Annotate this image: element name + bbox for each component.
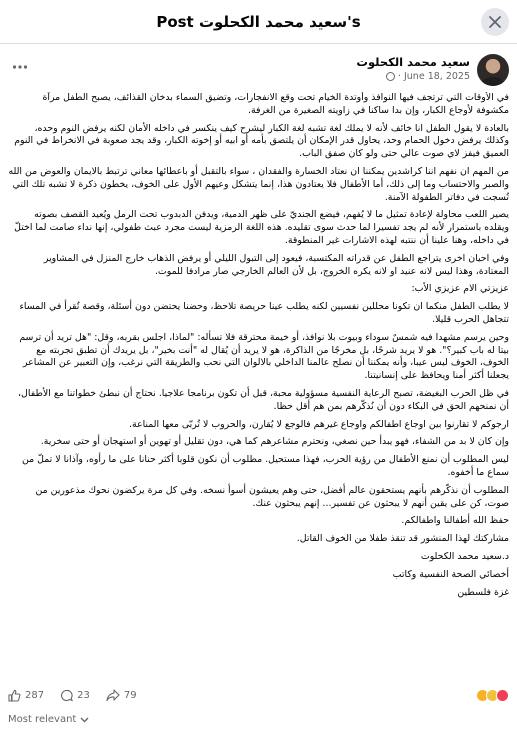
post-paragraph: د.سعيد محمد الكحلوت [420, 550, 509, 562]
post-paragraph: المطلوب أن نذكّرهم بأنهم يستحقون عالم أفضل، حتى وهم يعيشون أسوأ نسخه. وفي كل مرة يركضون نحوك مذعورين من صوت، كن على يقين أنهم لا يبحثون عن تفسير... إنهم يبحثون عنك. [35, 484, 509, 509]
post-paragraph: عزيزتي الام عزيزي الأب: [411, 283, 509, 295]
post-paragraph: ليس المطلوب أن نمنع الأطفال من رؤية الحرب، فهذا مستحيل. مطلوب أن نكون قلوبا أكثر حنانا على ما رأوه، وآذانا لا تملّ من سماع ما أخفوه. [22, 454, 509, 478]
like-icon [8, 689, 21, 702]
post-paragraph: وفي احيان اخرى يتراجع الطفل عن قدراته المكتسبة، فيعود إلى التبول الليلي أو يرفض الذهاب خارج المنزل في المشاوير المعتادة، وهذا ليس لانه عنيد او لانه يكره الخروج، بل لأن العالم الخارجي صار مرادفا للموت. [43, 252, 509, 277]
post-paragraph: مشاركتك لهذا المنشور قد تنقذ طفلا من الخوف القاتل. [296, 533, 509, 545]
post-paragraph: وحين يرسم مشهدا فيه شمسٌ سوداء وبيوت بلا نوافذ، أو خيمة محترقة فلا تسأله: "لماذا، اجلس بقربه، وقل: "هل تريد أن ترسم بيتا له باب كبير؟". هو لا يريد شرحًا، بل مخرجًا من الذاكرة، هو لا يريد أن يُقال له "أنت بخير"، بل يريدك أن تطبق تجربته مع الخوف، الخوف ليس عيبا، وأنه يمكننا أن نصلح عالمنا الداخلي بالالوان التي نحب والطريقة التي نرغب، وإن التعبير عن المشاعر يجعلنا أكثر أمنا ويحافظ على إنسانيتنا. [19, 331, 509, 382]
more-options-icon [12, 64, 28, 70]
meta-separator: · [397, 71, 401, 82]
post-paragraph: حفظ الله أطفالنا واطفالكم. [401, 515, 509, 527]
like-count[interactable] [8, 689, 44, 702]
post-paragraph: في الأوقات التي ترتجف فيها النوافذ وأوتدة الخيام تحت وقع الانفجارات، وتضيق السماء بدخان القذائف، يصبح الطفل مرآة مكشوفة لأوجاع الكبار، وإن بدا ساكنا في زاويته الصغيرة من الغرفة. [42, 92, 509, 116]
close-icon [489, 16, 501, 28]
chevron-down-icon [80, 717, 89, 723]
comment-count-value: 23 [77, 689, 90, 701]
post-body [8, 92, 509, 652]
dialog-title: Post سعيد محمد الكحلوت's [156, 12, 361, 31]
globe-icon [386, 72, 395, 81]
post-paragraph: بالعادة لا يقول الطفل انا خائف لأنه لا يملك لغة تشبه لغة الكبار ليشرح كيف ينكسر في داخله الأمان لكنه يرفض النوم وحده، وكذلك يرفض دخول الحمام وحد، يحاول قدر الإمكان أن يلتصق بأمه أو ابيه أو إخوته الكبار، وقد يجد صعوبة في الانخراط في النوم العميق فيفز لاي صوت عالي حتى ولو كان صفق الباب. [14, 122, 509, 160]
close-button[interactable] [481, 8, 509, 36]
comment-sort-dropdown[interactable] [8, 714, 89, 725]
post-paragraph: يصير اللعب محاولة لإعادة تمثيل ما لا يُفهم، فيضع الجنديّ على ظهر الدمية، ويدفن الدبدوب تحت الرمل ويُعيد القصف بصوته ويقلده باستمرار لأنه لم يجد تفسيرا لما حدث سوى تقليده. هذه اللغة الرمزية ليست مجرد عبث طفولي، إنها نداء صامت لما اختلّ في داخله، وهنا علينا أن ننتبه لهذه الاشارات غير المنطوقة. [14, 209, 509, 246]
share-count-value: 79 [123, 689, 137, 701]
post-paragraph: في ظل الحرب البغيضة، تصبح الرعاية النفسية مسؤولية محبة، قبل أن تكون برنامجا علاجيا. نحتاج أن نبطئ خطواتنا مع الأطفال، أن نمنحهم الحق في البكاء دون أن نُذكّرهم بمن هم أقل حظا. [18, 387, 509, 412]
comment-count[interactable] [60, 689, 90, 702]
post-paragraph: لا يطلب الطفل منكما ان تكونا محللين نفسيين لكنه يطلب عينا حريصة تلاحظ، وحضنا يحتضن دون أسئلة، وقصة تُقرأ في المساء تتجاهل الحرب قليلا. [19, 301, 509, 325]
post-stats [8, 688, 509, 702]
post-paragraph: من المهم ان نفهم اننا كراشدين يمكننا ان نعتاد الخسارة والفقدان ، سواء بالتقبل أو باعطائها معاني ترتبط بالايمان والعوض من الله والصبر والاحتساب وما إلى ذلك، أما الأطفال فلا يعتادون هذا، إنما يتشكل وعيهم الأول على الخوف، يخطون ذكرة لا تشبه تلك التي تُسجت في دفاتر الطفولة الآمنة. [8, 165, 509, 203]
post-paragraph: ارجوكم لا تقارنوا بين اوجاع اطفالكم واوجاع غيرهم فالوجع لا يُقارن، والحروب لا تُربّى معها المناعة. [128, 418, 509, 430]
author-name[interactable]: سعيد محمد الكحلوت [356, 55, 470, 69]
post-date[interactable]: June 18, 2025 [403, 71, 470, 82]
avatar[interactable] [477, 54, 509, 86]
more-options-button[interactable] [12, 54, 28, 75]
post-paragraph: غزة فلسطين [457, 586, 509, 598]
share-count[interactable] [106, 689, 137, 702]
share-icon [106, 689, 120, 702]
love-reaction-icon [496, 689, 509, 702]
author-block [356, 54, 509, 86]
like-count-value: 287 [25, 689, 45, 701]
post-dialog-header [0, 0, 517, 44]
reaction-summary[interactable] [479, 689, 509, 702]
comment-icon [60, 689, 73, 702]
post-author-row [8, 54, 509, 90]
post-paragraph: أخصائي الصحة النفسية وكاتب [392, 568, 509, 580]
post-paragraph: وإن كان لا بد من الشفاء، فهو يبدأ حين نصغي، ونحترم مشاعرهم كما هي، دون تقليل أو تهوين أو استهجان أو حتى سخرية. [40, 436, 509, 448]
comment-sort-label: Most relevant [8, 714, 77, 725]
